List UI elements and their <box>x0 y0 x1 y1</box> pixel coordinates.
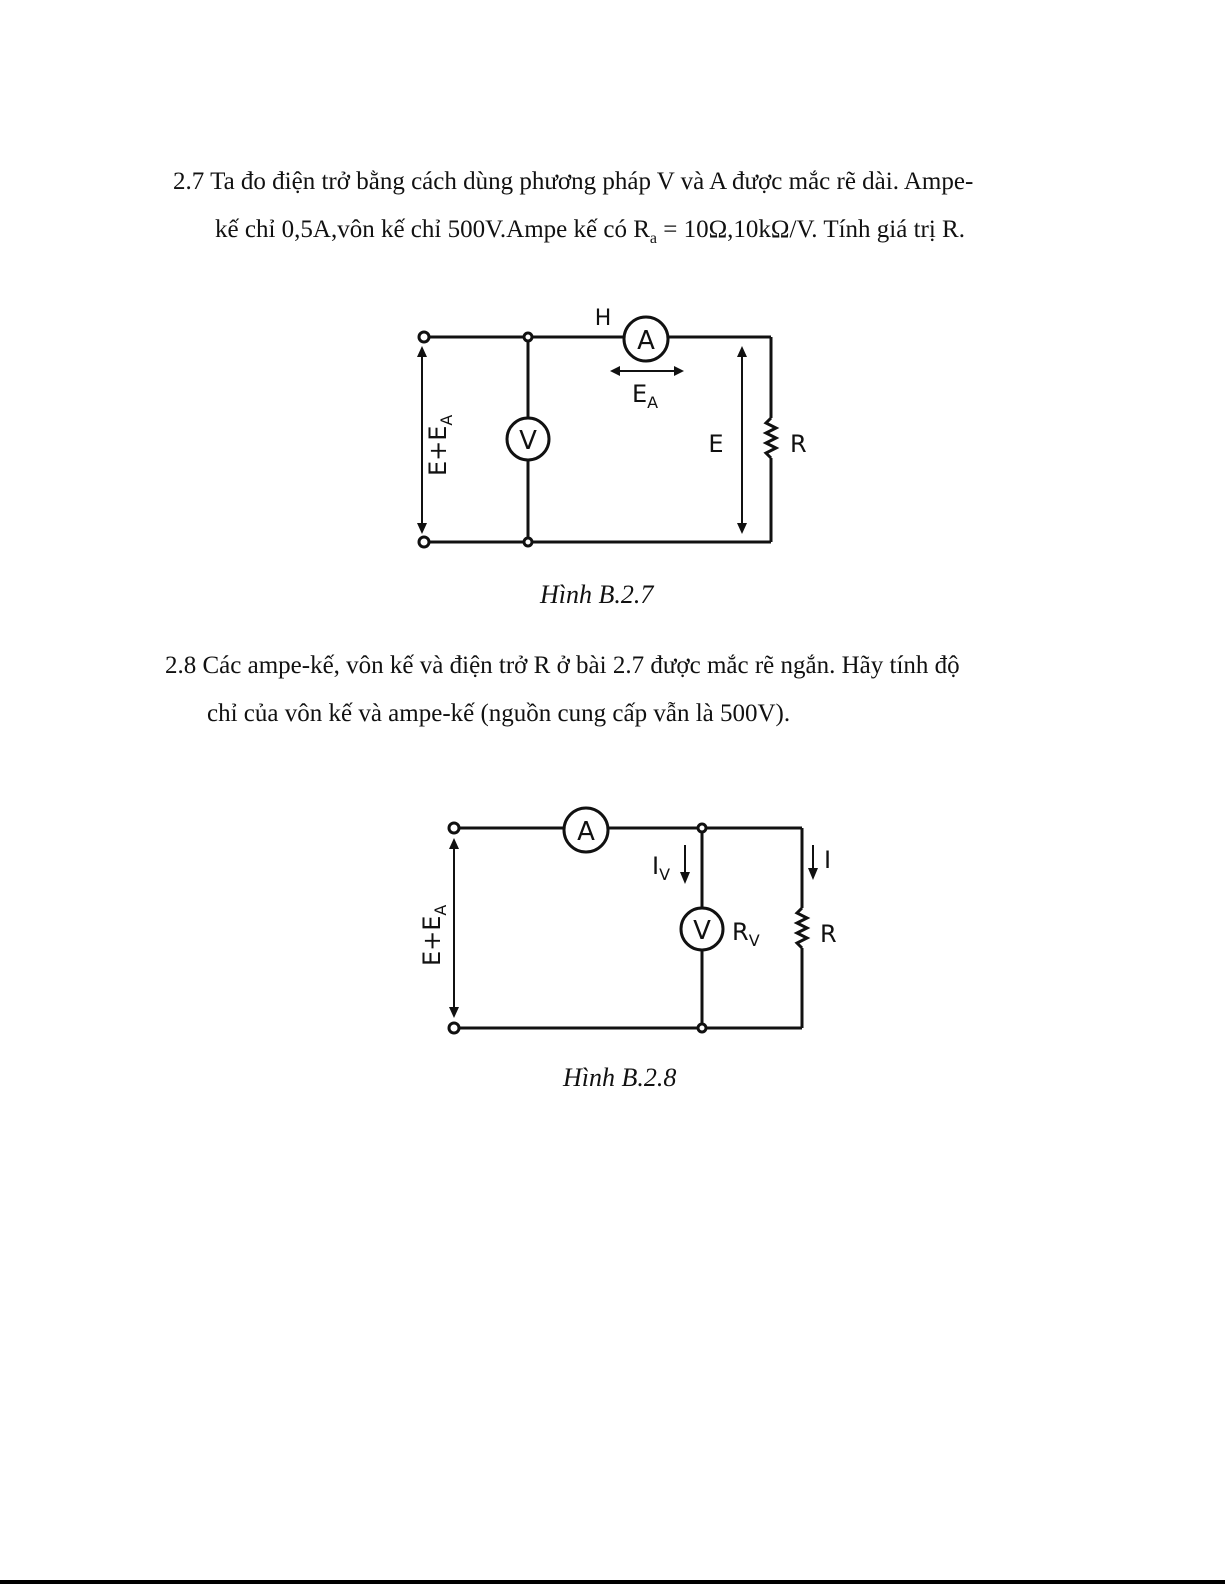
resistor-label: R <box>790 430 807 458</box>
problem-2-8-number: 2.8 <box>165 652 197 679</box>
iv-label-sub: V <box>659 865 671 884</box>
problem-2-7-line1 <box>173 158 973 206</box>
figure-b-2-8-caption: Hình B.2.8 <box>563 1063 677 1092</box>
rv-label <box>732 918 760 950</box>
problem-2-7-text-line2b: = 10Ω,10kΩ/V. Tính giá trị R. <box>657 216 965 243</box>
supply-arrowhead-bottom <box>449 1007 459 1018</box>
supply-arrowhead-top <box>417 346 427 357</box>
e-label: E <box>708 430 724 458</box>
problem-2-8-line2: chỉ của vôn kế và ampe-kế (nguồn cung cấp vẫn là 500V). <box>207 700 791 727</box>
voltmeter-label: V <box>519 426 537 456</box>
problem-2-8 <box>165 642 960 738</box>
supply-label-main: E+E <box>418 915 446 966</box>
problem-2-7 <box>173 158 973 263</box>
problem-2-7-number: 2.7 <box>173 168 205 195</box>
resistor-r <box>766 418 776 458</box>
figure-b-2-8 <box>402 790 872 1065</box>
supply-arrowhead-top <box>449 838 459 849</box>
ea-label <box>632 380 658 412</box>
ea-arrowhead-left <box>610 366 620 376</box>
terminal-bottom <box>449 1023 459 1033</box>
supply-arrowhead-bottom <box>417 523 427 534</box>
e-arrowhead-bottom <box>737 523 747 534</box>
problem-2-7-subscript-a: a <box>649 230 657 247</box>
ea-label-main: E <box>632 380 648 408</box>
supply-label-sub: A <box>431 904 450 916</box>
ea-arrowhead-right <box>674 366 684 376</box>
rv-label-main: R <box>732 918 749 946</box>
ea-label-sub: A <box>647 393 659 412</box>
resistor-label: R <box>820 920 837 948</box>
i-label: I <box>824 846 832 874</box>
problem-2-8-line1 <box>165 642 960 690</box>
junction-bottom <box>698 1024 706 1032</box>
terminal-bottom <box>419 537 429 547</box>
problem-2-7-line2 <box>173 206 973 263</box>
iv-label <box>652 852 670 884</box>
terminal-top <box>449 823 459 833</box>
junction-bottom <box>524 538 532 546</box>
figure-b-2-7 <box>388 300 818 575</box>
problem-2-7-text-line2a: kế chỉ 0,5A,vôn kế chỉ 500V.Ampe kế có R <box>215 216 650 243</box>
iv-label-main: I <box>652 852 660 880</box>
figure-b-2-7-circuit <box>388 300 818 570</box>
iv-arrowhead <box>680 872 690 884</box>
problem-2-7-text-line1: Ta đo điện trở bằng cách dùng phương pháp V và A được mắc rẽ dài. Ampe- <box>210 168 974 195</box>
supply-label <box>424 415 456 476</box>
ammeter-label: A <box>577 817 595 847</box>
junction-top <box>698 824 706 832</box>
supply-label-main: E+E <box>424 425 452 476</box>
rv-label-sub: V <box>748 931 760 950</box>
terminal-top <box>419 332 429 342</box>
resistor-r <box>797 908 807 948</box>
supply-label <box>418 905 450 966</box>
problem-2-8-text-line1: Các ampe-kế, vôn kế và điện trở R ở bài 2.7 được mắc rẽ ngắn. Hãy tính độ <box>202 652 960 679</box>
supply-label-sub: A <box>437 414 456 426</box>
node-label-h: H <box>594 306 612 331</box>
junction-top <box>524 333 532 341</box>
e-arrowhead-top <box>737 346 747 357</box>
figure-b-2-7-caption: Hình B.2.7 <box>540 580 654 609</box>
figure-b-2-8-circuit <box>402 790 872 1060</box>
voltmeter-label: V <box>693 916 711 946</box>
page-bottom-rule <box>0 1580 1225 1584</box>
ammeter-label: A <box>637 326 655 356</box>
i-arrowhead <box>808 868 818 880</box>
